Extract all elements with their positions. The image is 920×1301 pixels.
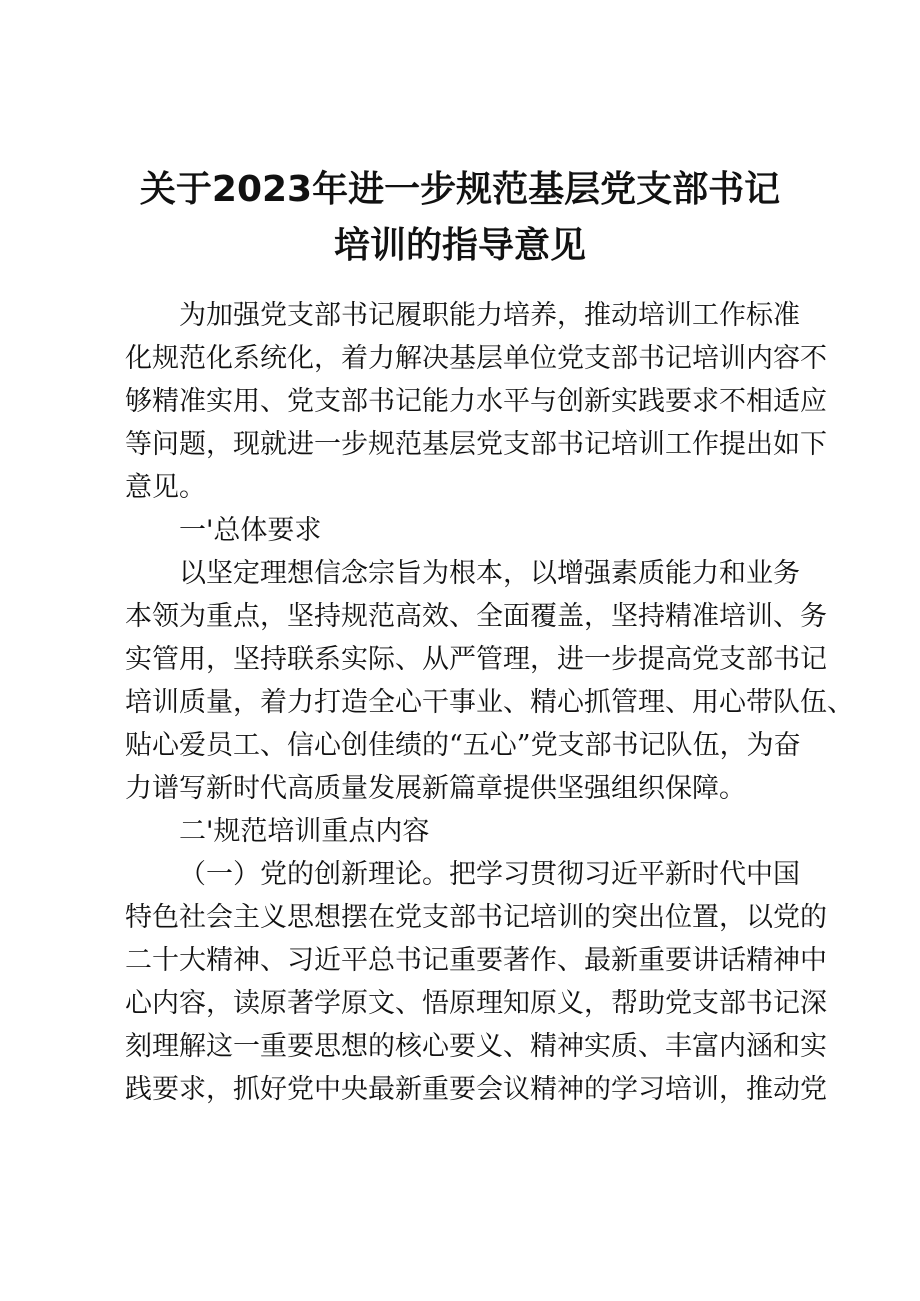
section-line: 特色社会主义思想摆在党支部书记培训的突出位置，以党的 (125, 902, 827, 933)
document-title-line-1: 关于2023年进一步规范基层党支部书记 (139, 169, 781, 210)
section-line: 二十大精神、习近平总书记重要著作、最新重要讲话精神中 (125, 945, 827, 976)
section-line: 心内容，读原著学原文、悟原理知原义，帮助党支部书记深 (125, 988, 827, 1019)
document-title-line-2: 培训的指导意见 (333, 225, 586, 266)
section-line: （一）党的创新理论。把学习贯彻习近平新时代中国 (179, 859, 800, 890)
section-line: 贴心爱员工、信心创佳绩的“五心”党支部书记队伍，为奋 (125, 730, 801, 761)
intro-line: 意见。 (125, 472, 206, 503)
section-line: 以坚定理想信念宗旨为根本，以增强素质能力和业务 (179, 558, 800, 589)
intro-line: 为加强党支部书记履职能力培养，推动培训工作标准 (179, 300, 800, 331)
section-line: 培训质量，着力打造全心干事业、精心抓管理、用心带队伍、 (125, 687, 854, 718)
section-heading: 一'总体要求 (179, 515, 322, 546)
section-heading: 二'规范培训重点内容 (179, 816, 430, 847)
section-line: 践要求，抓好党中央最新重要会议精神的学习培训，推动党 (125, 1074, 827, 1105)
section-line: 力谱写新时代高质量发展新篇章提供坚强组织保障。 (125, 773, 746, 804)
intro-line: 化规范化系统化，着力解决基层单位党支部书记培训内容不 (125, 343, 827, 374)
section-line: 本领为重点，坚持规范高效、全面覆盖，坚持精准培训、务 (125, 601, 827, 632)
section-line: 刻理解这一重要思想的核心要义、精神实质、丰富内涵和实 (125, 1031, 827, 1062)
intro-line: 够精准实用、党支部书记能力水平与创新实践要求不相适应 (125, 386, 827, 417)
intro-line: 等问题，现就进一步规范基层党支部书记培训工作提出如下 (125, 429, 827, 460)
section-line: 实管用，坚持联系实际、从严管理，进一步提高党支部书记 (125, 644, 827, 675)
